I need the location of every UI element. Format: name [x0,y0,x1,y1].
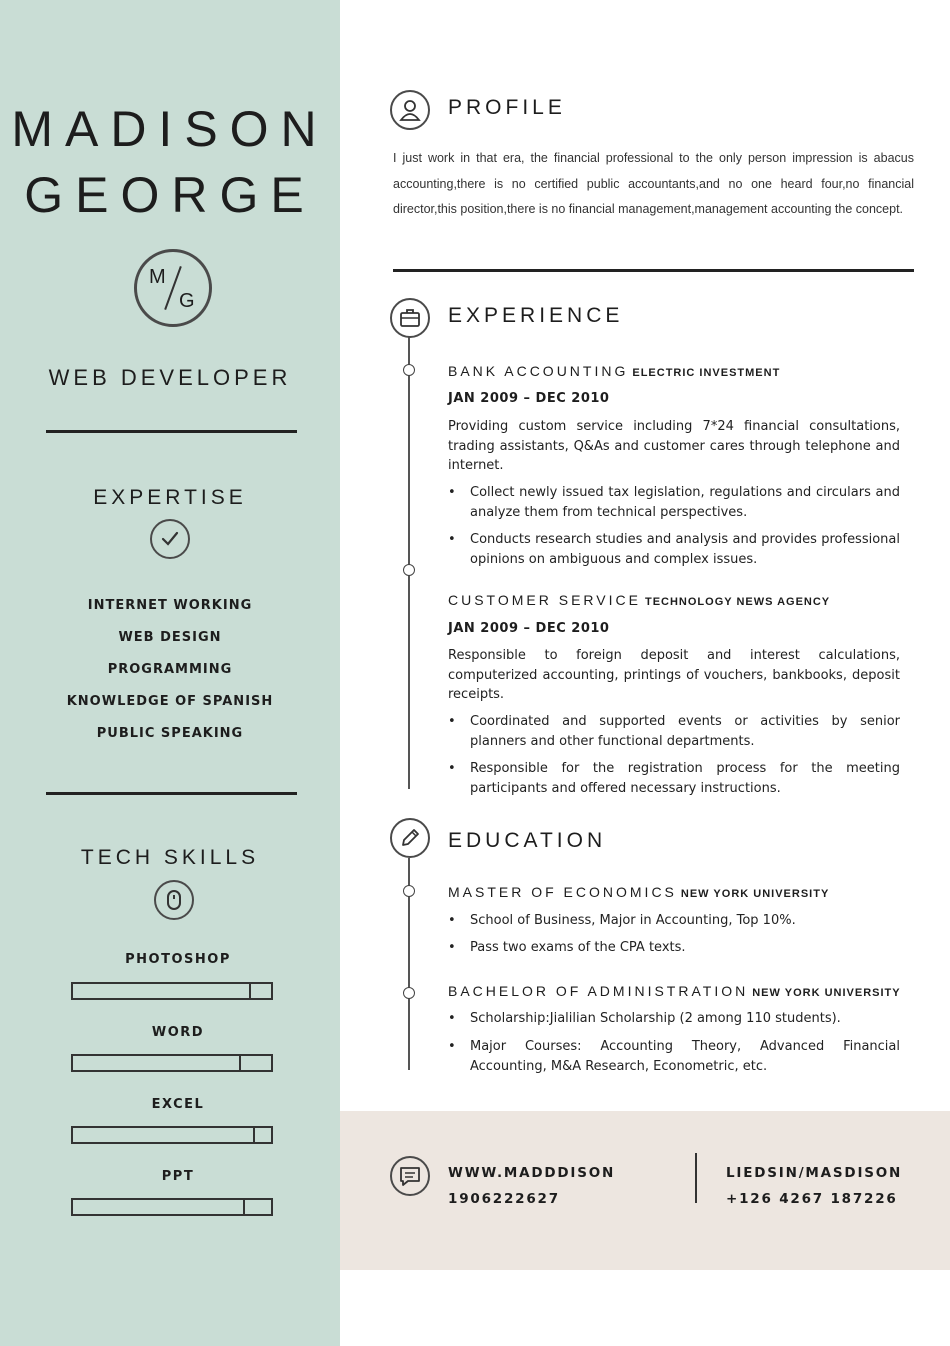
experience-heading: EXPERIENCE [448,304,624,327]
expertise-item: KNOWLEDGE OF SPANISH [66,694,274,709]
degree-bullet: • School of Business, Major in Accounting, Top 10%. [448,911,900,931]
job-title-text: CUSTOMER SERVICE [448,592,641,608]
skill-bar-fill [73,1200,245,1214]
pencil-icon [390,818,430,858]
contact-divider [695,1153,697,1203]
skill-bar [71,1198,273,1216]
expertise-item: WEB DESIGN [118,630,222,645]
job-summary: Responsible to foreign deposit and interest calculations, computerized accounting, printings of vouchers, bankbooks, deposit receipts. [448,648,900,702]
timeline-dot [403,987,415,999]
expertise-item: INTERNET WORKING [87,598,253,613]
sidebar-divider [46,792,297,795]
degree-bullet: • Major Courses: Accounting Theory, Advanced Financial Accounting, M&A Research, Econometric, etc. [448,1037,900,1076]
check-icon [150,519,190,559]
expertise-heading: EXPERTISE [93,486,247,509]
job-title-text: BANK ACCOUNTING [448,363,629,379]
expertise-item: PUBLIC SPEAKING [96,726,244,741]
section-divider [393,269,914,272]
job-bullet: • Collect newly issued tax legislation, regulations and circulars and analyze them from technical perspectives. [448,483,900,522]
experience-timeline [408,336,410,789]
mouse-icon [154,880,194,920]
degree-org: NEW YORK UNIVERSITY [680,888,830,900]
phone-number: 1906222627 [448,1191,560,1207]
job-org: ELECTRIC INVESTMENT [632,367,781,379]
job-summary: Providing custom service including 7*24 financial consultations, trading assistants, Q&As and customer cares through telephone and internet. [448,419,900,473]
last-name: GEORGE [24,167,316,223]
sidebar-divider [46,430,297,433]
job-dates: JAN 2009 – DEC 2010 [448,391,610,406]
degree-bullet: • Scholarship:Jialilian Scholarship (2 among 110 students). [448,1009,900,1029]
monogram-icon [134,249,212,327]
skill-bar-fill [73,984,251,998]
timeline-dot [403,564,415,576]
skill-label: EXCEL [151,1097,205,1112]
skill-label: PPT [161,1169,195,1184]
skill-label: PHOTOSHOP [125,952,231,967]
website-link[interactable]: WWW.MADDDISON [448,1165,616,1181]
job-bullet: • Responsible for the registration process for the meeting participants and offered necessary instructions. [448,759,900,798]
job-dates: JAN 2009 – DEC 2010 [448,621,610,636]
first-name: MADISON [11,101,329,157]
job-role: WEB DEVELOPER [48,365,292,390]
skill-bar-fill [73,1128,255,1142]
skill-bar [71,1054,273,1072]
degree-title [448,884,829,900]
degree-title-text: BACHELOR OF ADMINISTRATION [448,983,749,999]
monogram-second: G [179,290,195,312]
linkedin-link[interactable]: LIEDSIN/MASDISON [726,1165,903,1181]
chat-icon [390,1156,430,1196]
degree-bullet: • Pass two exams of the CPA texts. [448,938,900,958]
profile-heading: PROFILE [448,96,566,119]
monogram-first: M [149,266,166,288]
timeline-dot [403,364,415,376]
profile-text: I just work in that era, the financial professional to the only person impression is abacus accounting,there is no certified public accountants,and no one heard four,no financial director,this position,there is no financial management,management accounting the concept. [393,151,914,216]
degree-org: NEW YORK UNIVERSITY [752,987,901,999]
job-title [448,592,830,608]
job-org: TECHNOLOGY NEWS AGENCY [644,596,831,608]
tech-skills-heading: TECH SKILLS [80,846,260,869]
expertise-item: PROGRAMMING [107,662,233,677]
skill-label: WORD [151,1025,205,1040]
skill-bar [71,1126,273,1144]
briefcase-icon [390,298,430,338]
degree-title-text: MASTER OF ECONOMICS [448,884,677,900]
job-title [448,363,780,379]
job-bullet: • Conducts research studies and analysis and provides professional opinions on ambiguous and complex issues. [448,530,900,569]
skill-bar [71,982,273,1000]
degree-title [448,983,901,999]
skill-bar-fill [73,1056,241,1070]
user-icon [390,90,430,130]
phone-number-2: +126 4267 187226 [726,1191,898,1207]
timeline-dot [403,885,415,897]
job-bullet: • Coordinated and supported events or activities by senior planners and other functional departments. [448,712,900,751]
education-heading: EDUCATION [448,829,607,852]
